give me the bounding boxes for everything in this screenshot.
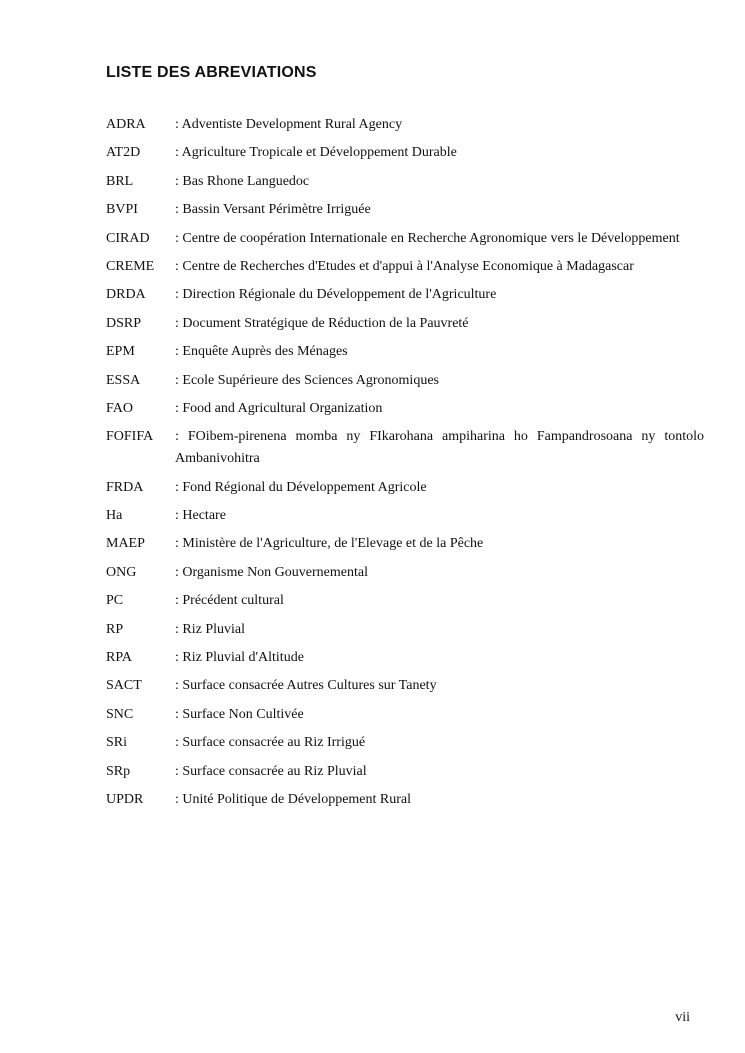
abbreviation-definition: : Surface consacrée Autres Cultures sur Tanety bbox=[175, 678, 437, 694]
abbreviation-definition: : Surface consacrée au Riz Irrigué bbox=[175, 735, 366, 751]
abbreviation-definition: : Bas Rhone Languedoc bbox=[175, 173, 310, 189]
abbreviation-term: ADRA bbox=[106, 117, 146, 132]
abbreviation-definition: : Fond Régional du Développement Agricole bbox=[175, 479, 427, 495]
abbreviation-definition: : Ecole Supérieure des Sciences Agronomiques bbox=[175, 372, 439, 388]
abbreviation-definition: : Adventiste Development Rural Agency bbox=[175, 117, 403, 132]
abbreviation-row bbox=[106, 533, 704, 555]
abbreviation-term: SNC bbox=[106, 706, 134, 722]
abbreviation-term: SACT bbox=[106, 678, 142, 694]
abbreviation-definition: : Surface consacrée au Riz Pluvial bbox=[175, 763, 367, 779]
abbreviation-term: RP bbox=[106, 621, 124, 637]
abbreviation-row bbox=[106, 619, 704, 641]
abbreviation-row bbox=[106, 313, 704, 335]
abbreviation-term: AT2D bbox=[106, 145, 141, 161]
abbreviation-definition: : Riz Pluvial bbox=[175, 621, 245, 637]
abbreviation-definition: : Direction Régionale du Développement de l'Agriculture bbox=[175, 287, 497, 303]
abbreviation-term: SRp bbox=[106, 763, 131, 779]
abbreviation-definition: : Unité Politique de Développement Rural bbox=[175, 791, 412, 807]
page-title: LISTE DES ABREVIATIONS bbox=[106, 64, 317, 81]
page-number: vii bbox=[675, 1010, 690, 1025]
abbreviation-term: UPDR bbox=[106, 791, 144, 807]
abbreviation-term: EPM bbox=[106, 344, 135, 360]
abbreviation-row bbox=[106, 398, 704, 420]
abbreviation-definition: : Agriculture Tropicale et Développement Durable bbox=[175, 145, 457, 161]
abbreviation-row bbox=[106, 477, 704, 499]
abbreviation-definition: : Précédent cultural bbox=[175, 593, 284, 609]
abbreviation-definition: : Centre de Recherches d'Etudes et d'appui à l'Analyse Economique à Madagascar bbox=[175, 258, 634, 274]
abbreviation-definition: : Food and Agricultural Organization bbox=[175, 400, 383, 416]
abbreviation-row bbox=[106, 341, 704, 363]
abbreviation-term: MAEP bbox=[106, 536, 145, 552]
abbreviation-term: PC bbox=[106, 593, 124, 609]
abbreviation-row bbox=[106, 704, 704, 726]
abbreviation-row bbox=[106, 256, 704, 278]
abbreviation-term: FAO bbox=[106, 400, 133, 416]
abbreviation-row bbox=[106, 761, 704, 783]
abbreviation-row bbox=[106, 284, 704, 306]
abbreviation-term: DSRP bbox=[106, 315, 142, 331]
abbreviation-row bbox=[106, 142, 704, 164]
abbreviation-definition: : Bassin Versant Périmètre Irriguée bbox=[175, 202, 371, 218]
abbreviation-definition: : Ministère de l'Agriculture, de l'Elevage et de la Pêche bbox=[175, 536, 484, 552]
abbreviation-definition: : Surface Non Cultivée bbox=[175, 706, 304, 722]
abbreviation-row bbox=[106, 732, 704, 754]
abbreviation-row bbox=[106, 562, 704, 584]
abbreviation-term: CREME bbox=[106, 258, 155, 274]
abbreviation-row bbox=[106, 647, 704, 669]
abbreviation-term: FOFIFA bbox=[106, 429, 154, 445]
abbreviation-definition: : Centre de coopération Internationale en Recherche Agronomique vers le Développement bbox=[175, 230, 680, 246]
abbreviation-term: Ha bbox=[106, 508, 123, 524]
abbreviation-term: ONG bbox=[106, 564, 137, 580]
abbreviation-definition: : Document Stratégique de Réduction de la Pauvreté bbox=[175, 315, 469, 331]
abbreviation-term: BVPI bbox=[106, 202, 138, 218]
abbreviation-definition: : Hectare bbox=[175, 508, 226, 524]
abbreviation-term: BRL bbox=[106, 173, 134, 189]
abbreviation-row bbox=[106, 370, 704, 392]
abbreviation-row bbox=[106, 199, 704, 221]
abbreviation-term: ESSA bbox=[106, 372, 141, 388]
abbreviation-row bbox=[106, 675, 704, 697]
abbreviation-term: CIRAD bbox=[106, 230, 150, 246]
abbreviation-list bbox=[106, 114, 704, 817]
abbreviation-definition: : Riz Pluvial d'Altitude bbox=[175, 650, 304, 666]
abbreviation-definition: : FOibem-pirenena momba ny FIkarohana ampiharina ho Fampandrosoana ny tontolo Ambanivohitra bbox=[175, 429, 704, 467]
abbreviation-row bbox=[106, 171, 704, 193]
abbreviation-row bbox=[106, 590, 704, 612]
abbreviation-term: SRi bbox=[106, 735, 128, 751]
abbreviation-term: FRDA bbox=[106, 479, 144, 495]
abbreviation-row bbox=[106, 228, 704, 250]
abbreviation-term: DRDA bbox=[106, 287, 146, 303]
abbreviation-term: RPA bbox=[106, 650, 132, 666]
abbreviation-row bbox=[106, 114, 704, 136]
abbreviation-row bbox=[106, 789, 704, 811]
abbreviation-row bbox=[106, 505, 704, 527]
abbreviation-definition: : Enquête Auprès des Ménages bbox=[175, 344, 348, 360]
abbreviation-definition: : Organisme Non Gouvernemental bbox=[175, 564, 368, 580]
abbreviation-row bbox=[106, 426, 704, 470]
